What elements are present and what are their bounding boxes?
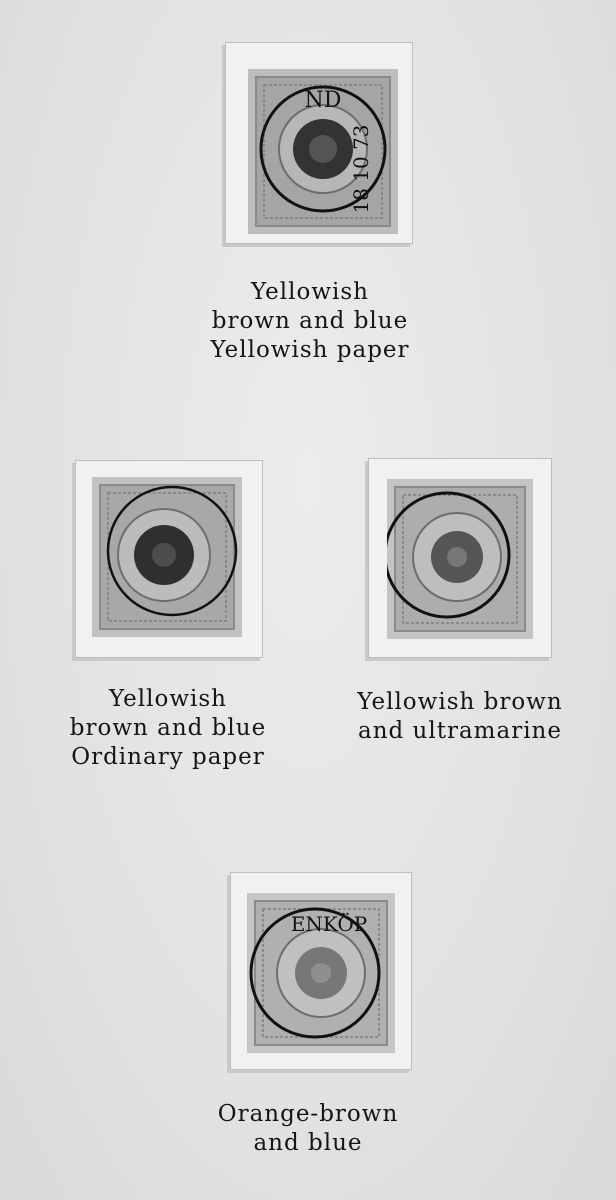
- svg-text:ENKÖP: ENKÖP: [290, 912, 368, 936]
- caption-line: and ultramarine: [358, 718, 562, 744]
- caption-stamp-1: [160, 278, 460, 365]
- stamp-image-1: [248, 69, 398, 234]
- caption-stamp-4: [158, 1100, 458, 1158]
- caption-line: Yellowish brown: [357, 689, 563, 715]
- stamp-mount-4: [230, 872, 412, 1070]
- caption-line: and blue: [253, 1130, 363, 1156]
- caption-line: brown and blue: [69, 715, 267, 741]
- stamp-image-4: [247, 893, 395, 1053]
- caption-line: Yellowish paper: [210, 337, 410, 363]
- caption-line: Orange-brown: [217, 1101, 399, 1127]
- caption-stamp-2: [18, 685, 318, 772]
- svg-text:18 10 73: 18 10 73: [349, 124, 373, 214]
- caption-line: Yellowish: [250, 279, 369, 305]
- caption-line: Yellowish: [108, 686, 227, 712]
- stamp-mount-2: [75, 460, 263, 658]
- caption-line: brown and blue: [211, 308, 409, 334]
- caption-stamp-3: [310, 688, 610, 746]
- stamp-image-2: [92, 477, 242, 637]
- stamp-mount-1: [225, 42, 413, 244]
- stamp-mount-3: [368, 458, 552, 658]
- stamp-image-3: [387, 479, 533, 639]
- svg-text:ND: ND: [304, 88, 342, 113]
- caption-line: Ordinary paper: [71, 744, 265, 770]
